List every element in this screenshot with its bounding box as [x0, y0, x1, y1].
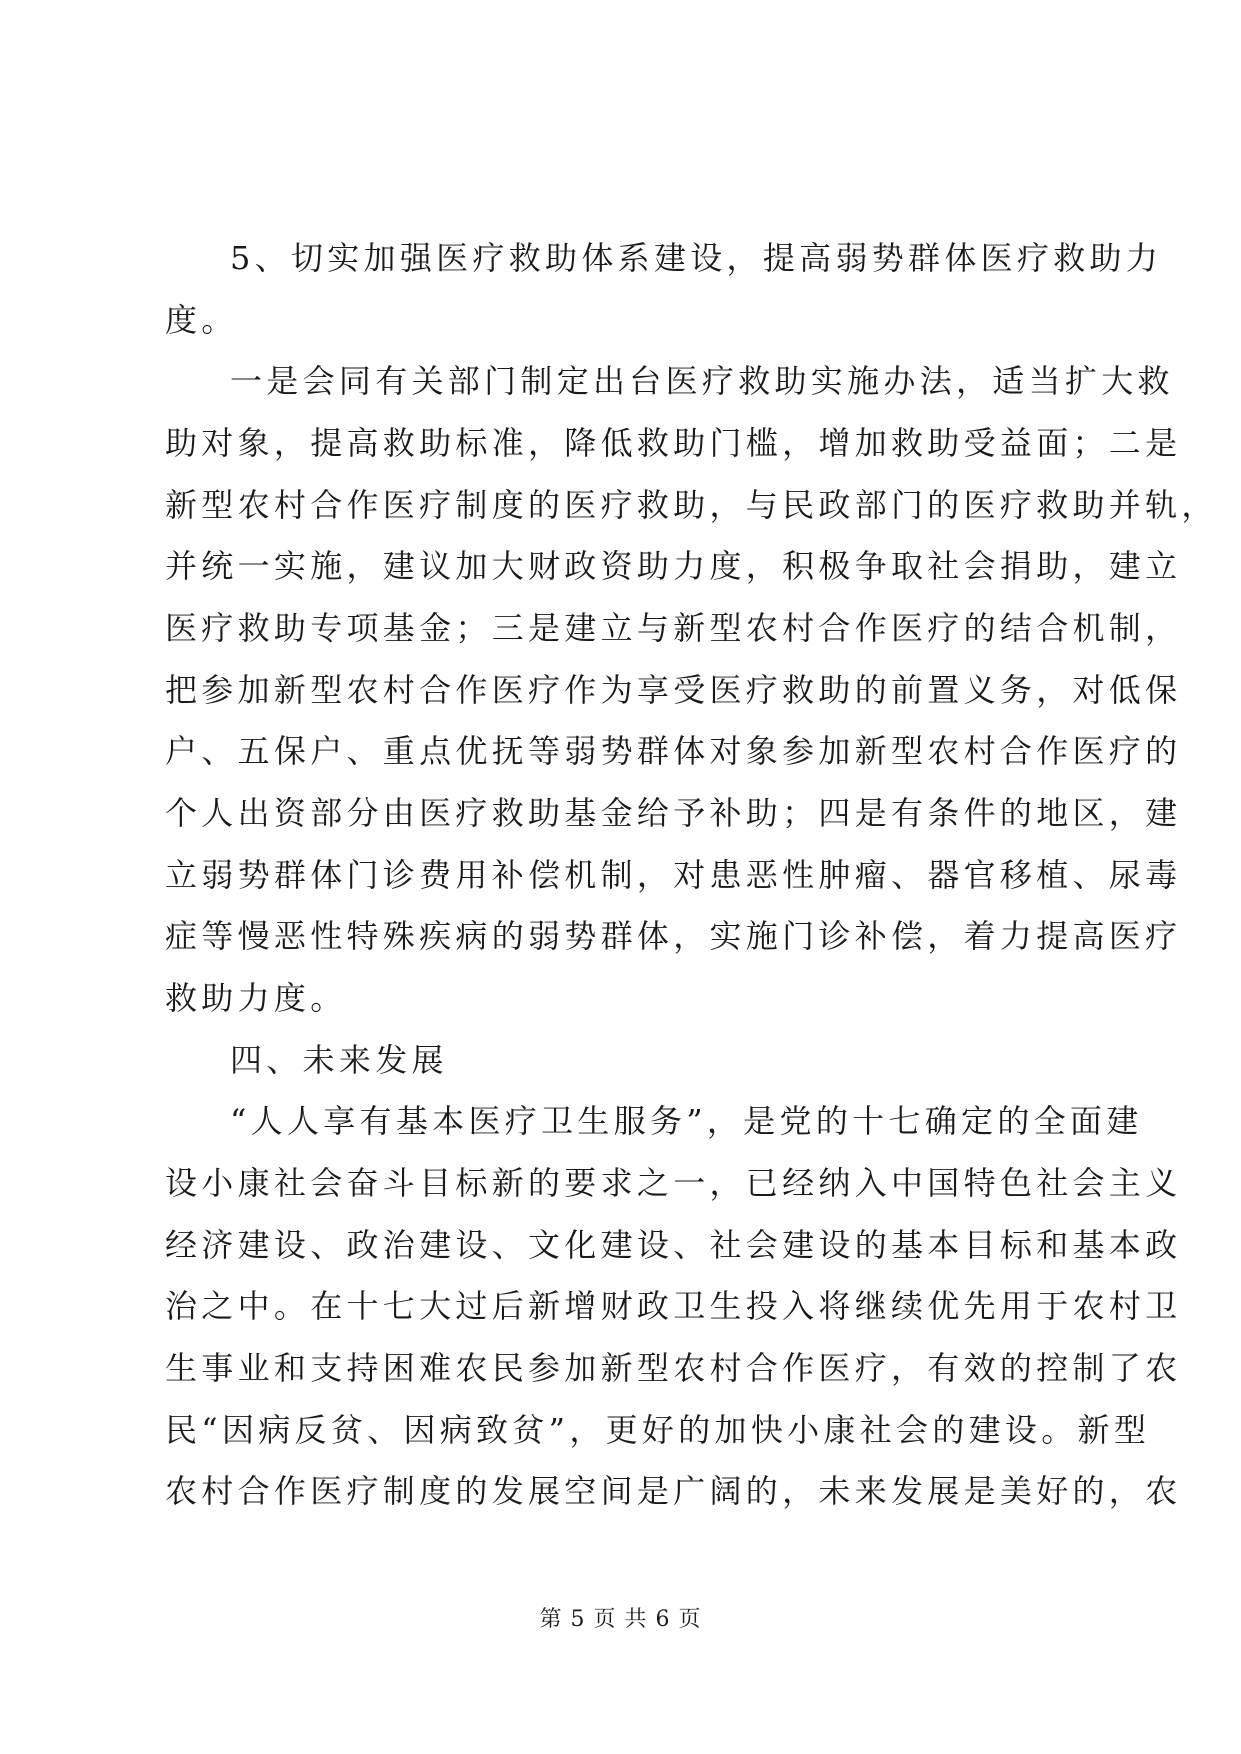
- paragraph-line: 个人出资部分由医疗救助基金给予补助；四是有条件的地区，建: [165, 794, 1182, 832]
- paragraph-line: 一是会同有关部门制定出台医疗救助实施办法，适当扩大救: [230, 362, 1174, 400]
- paragraph-line: “人人享有基本医疗卫生服务”，是党的十七确定的全面建: [230, 1102, 1143, 1140]
- paragraph-line: 设小康社会奋斗目标新的要求之一，已经纳入中国特色社会主义: [165, 1164, 1182, 1202]
- paragraph-line: 新型农村合作医疗制度的医疗救助，与民政部门的医疗救助并轨，: [165, 486, 1218, 524]
- paragraph-line: 治之中。在十七大过后新增财政卫生投入将继续优先用于农村卫: [165, 1287, 1182, 1325]
- paragraph-line: 度。: [165, 301, 238, 339]
- paragraph-line: 民“因病反贫、因病致贫”，更好的加快小康社会的建设。新型: [165, 1411, 1151, 1449]
- paragraph-line: 生事业和支持困难农民参加新型农村合作医疗，有效的控制了农: [165, 1349, 1182, 1387]
- paragraph-line: 把参加新型农村合作医疗作为享受医疗救助的前置义务，对低保: [165, 671, 1182, 709]
- paragraph-line: 农村合作医疗制度的发展空间是广阔的，未来发展是美好的，农: [165, 1472, 1182, 1510]
- paragraph-line: 经济建设、政治建设、文化建设、社会建设的基本目标和基本政: [165, 1226, 1182, 1264]
- paragraph-line: 立弱势群体门诊费用补偿机制，对患恶性肿瘤、器官移植、尿毒: [165, 856, 1182, 894]
- paragraph-line: 医疗救助专项基金；三是建立与新型农村合作医疗的结合机制，: [165, 609, 1182, 647]
- paragraph-line: 户、五保户、重点优抚等弱势群体对象参加新型农村合作医疗的: [165, 732, 1182, 770]
- paragraph-line: 救助力度。: [165, 979, 347, 1017]
- page-footer: 第 5 页 共 6 页: [539, 1607, 702, 1632]
- paragraph-line: 并统一实施，建议加大财政资助力度，积极争取社会捐助，建立: [165, 547, 1182, 585]
- heading-item-5: 5、切实加强医疗救助体系建设，提高弱势群体医疗救助力: [230, 239, 1163, 277]
- section-heading: 四、未来发展: [230, 1041, 448, 1079]
- paragraph-line: 症等慢恶性特殊疾病的弱势群体，实施门诊补偿，着力提高医疗: [165, 917, 1182, 955]
- paragraph-line: 助对象，提高救助标准，降低救助门槛，增加救助受益面；二是: [165, 424, 1182, 462]
